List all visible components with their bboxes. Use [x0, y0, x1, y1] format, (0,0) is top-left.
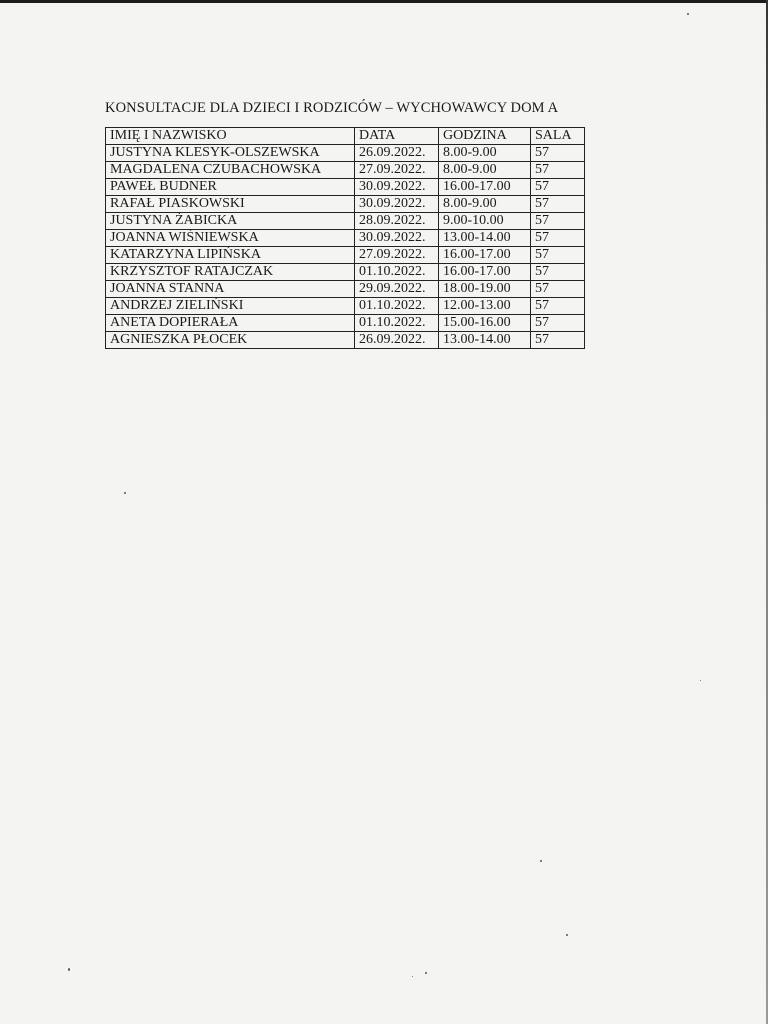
cell-date: 01.10.2022.: [355, 315, 439, 332]
cell-name: JUSTYNA KLESYK-OLSZEWSKA: [106, 145, 355, 162]
cell-name: JUSTYNA ŻABICKA: [106, 213, 355, 230]
cell-hour: 18.00-19.00: [439, 281, 531, 298]
table-row: [106, 264, 585, 281]
scan-speck: [540, 860, 542, 862]
cell-date: 30.09.2022.: [355, 179, 439, 196]
scan-speck: [68, 968, 70, 971]
table-body: [106, 145, 585, 349]
table-row: [106, 145, 585, 162]
cell-room: 57: [531, 281, 585, 298]
cell-hour: 16.00-17.00: [439, 264, 531, 281]
cell-hour: 8.00-9.00: [439, 145, 531, 162]
cell-date: 27.09.2022.: [355, 247, 439, 264]
table-row: [106, 230, 585, 247]
cell-room: 57: [531, 247, 585, 264]
cell-name: JOANNA WIŚNIEWSKA: [106, 230, 355, 247]
cell-hour: 8.00-9.00: [439, 162, 531, 179]
consultation-table: [105, 127, 585, 349]
cell-date: 30.09.2022.: [355, 230, 439, 247]
cell-hour: 16.00-17.00: [439, 247, 531, 264]
table-row: [106, 196, 585, 213]
cell-hour: 16.00-17.00: [439, 179, 531, 196]
cell-date: 27.09.2022.: [355, 162, 439, 179]
cell-room: 57: [531, 298, 585, 315]
table-row: [106, 162, 585, 179]
header-name: IMIĘ I NAZWISKO: [106, 128, 355, 145]
scan-speck: [566, 934, 568, 936]
table-row: [106, 281, 585, 298]
scan-edge-top: [0, 0, 768, 3]
table-row: [106, 213, 585, 230]
cell-hour: 13.00-14.00: [439, 332, 531, 349]
scan-speck: [412, 976, 413, 977]
cell-name: ANETA DOPIERAŁA: [106, 315, 355, 332]
scan-speck: [124, 492, 126, 494]
cell-hour: 9.00-10.00: [439, 213, 531, 230]
cell-hour: 8.00-9.00: [439, 196, 531, 213]
cell-name: RAFAŁ PIASKOWSKI: [106, 196, 355, 213]
cell-name: KATARZYNA LIPIŃSKA: [106, 247, 355, 264]
table-row: [106, 179, 585, 196]
cell-room: 57: [531, 230, 585, 247]
cell-room: 57: [531, 315, 585, 332]
header-room: SALA: [531, 128, 585, 145]
cell-date: 01.10.2022.: [355, 264, 439, 281]
cell-name: PAWEŁ BUDNER: [106, 179, 355, 196]
table-row: [106, 298, 585, 315]
cell-hour: 12.00-13.00: [439, 298, 531, 315]
cell-room: 57: [531, 162, 585, 179]
cell-date: 01.10.2022.: [355, 298, 439, 315]
scan-speck: [425, 972, 427, 974]
cell-date: 26.09.2022.: [355, 145, 439, 162]
cell-date: 29.09.2022.: [355, 281, 439, 298]
cell-room: 57: [531, 145, 585, 162]
table-row: [106, 315, 585, 332]
cell-name: JOANNA STANNA: [106, 281, 355, 298]
document-title: KONSULTACJE DLA DZIECI I RODZICÓW – WYCHOWAWCY DOM A: [105, 100, 559, 116]
cell-room: 57: [531, 196, 585, 213]
cell-name: MAGDALENA CZUBACHOWSKA: [106, 162, 355, 179]
cell-room: 57: [531, 213, 585, 230]
scan-speck: [687, 13, 689, 15]
header-hour: GODZINA: [439, 128, 531, 145]
scan-speck: [700, 680, 701, 681]
cell-hour: 15.00-16.00: [439, 315, 531, 332]
cell-date: 30.09.2022.: [355, 196, 439, 213]
table-row: [106, 247, 585, 264]
table-header-row: [106, 128, 585, 145]
cell-room: 57: [531, 264, 585, 281]
cell-hour: 13.00-14.00: [439, 230, 531, 247]
cell-name: ANDRZEJ ZIELIŃSKI: [106, 298, 355, 315]
header-date: DATA: [355, 128, 439, 145]
cell-date: 26.09.2022.: [355, 332, 439, 349]
cell-date: 28.09.2022.: [355, 213, 439, 230]
cell-room: 57: [531, 332, 585, 349]
cell-room: 57: [531, 179, 585, 196]
cell-name: AGNIESZKA PŁOCEK: [106, 332, 355, 349]
table-row: [106, 332, 585, 349]
cell-name: KRZYSZTOF RATAJCZAK: [106, 264, 355, 281]
